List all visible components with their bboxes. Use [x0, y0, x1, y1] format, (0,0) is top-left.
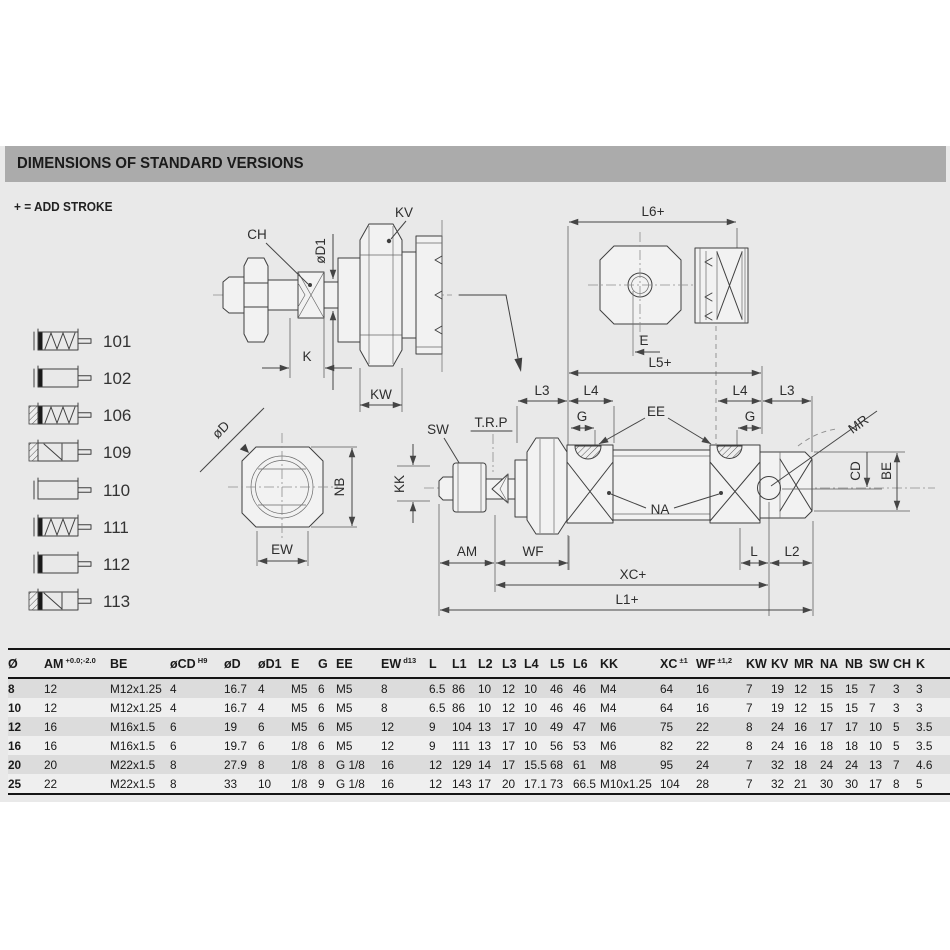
table-cell: 16: [381, 757, 395, 772]
table-cell: 12: [8, 719, 22, 734]
table-cell: 16: [696, 681, 710, 696]
table-cell: 3: [916, 700, 923, 715]
table-cell: 6: [318, 681, 325, 696]
table-cell: G 1/8: [336, 757, 365, 772]
double-acting-cylinder-icon: [34, 552, 91, 573]
table-cell: 17: [502, 738, 516, 753]
column-header-l2: L2: [478, 649, 502, 678]
table-cell: 10: [478, 700, 492, 715]
table-cell: 24: [696, 757, 710, 772]
table-row: [8, 717, 950, 736]
dim-label-mr: MR: [845, 412, 872, 437]
table-cell: 9: [429, 738, 436, 753]
table-cell: 21: [794, 774, 820, 794]
table-cell: 5: [893, 719, 900, 734]
table-cell: 47: [573, 719, 587, 734]
table-cell: M5: [336, 719, 353, 734]
table-cell: 12: [502, 681, 516, 696]
dim-label-be: BE: [879, 461, 894, 481]
column-header-l5: L5: [550, 649, 573, 678]
table-cell: 3: [893, 700, 900, 715]
table-cell: 24: [771, 719, 785, 734]
legend-code: 106: [103, 406, 132, 425]
column-header-ø: Ø: [8, 649, 44, 678]
table-cell: 19: [224, 719, 238, 734]
table-cell: 24: [771, 738, 785, 753]
column-header-na: NA: [820, 649, 845, 678]
table-cell: 12: [429, 757, 443, 772]
table-cell: 4: [170, 681, 177, 696]
table-cell: 3.5: [916, 738, 933, 753]
table-cell: 143: [452, 774, 478, 794]
dim-label-l1: L1+: [615, 592, 639, 607]
column-header-kv: KV: [771, 649, 794, 678]
spring-return-through-rod-cylinder-icon: [29, 403, 91, 424]
table-cell: 22: [696, 738, 710, 753]
column-header-kk: KK: [600, 649, 660, 678]
table-cell: 64: [660, 700, 674, 715]
table-cell: 16: [8, 738, 22, 753]
table-cell: M5: [336, 681, 353, 696]
plain-cylinder-icon: [34, 478, 91, 499]
single-acting-cylinder-icon: [29, 440, 91, 461]
dim-label-l3: L3: [534, 383, 550, 398]
table-cell: 1/8: [291, 774, 318, 794]
single-acting-cylinder-icon: [29, 589, 91, 610]
column-header-l4: L4: [524, 649, 550, 678]
table-cell: M5: [291, 719, 308, 734]
table-cell: 17: [502, 719, 516, 734]
table-cell: 8: [258, 757, 265, 772]
table-cell: 6: [170, 738, 177, 753]
dim-label-wf: WF: [522, 544, 544, 559]
table-cell: 46: [550, 681, 564, 696]
table-cell: 12: [44, 700, 58, 715]
dim-label-l2: L2: [784, 544, 800, 559]
legend-code: 112: [103, 555, 131, 574]
table-cell: 17: [820, 719, 834, 734]
dim-label-l: L: [750, 544, 758, 559]
table-cell: 22: [44, 774, 110, 794]
table-cell: 8: [746, 719, 753, 734]
table-cell: 3: [893, 681, 900, 696]
table-cell: 17.1: [524, 774, 550, 794]
column-header-e: E: [291, 649, 318, 678]
column-header-be: BE: [110, 649, 170, 678]
table-cell: 8: [170, 774, 224, 794]
table-cell: 1/8: [291, 757, 308, 772]
table-cell: 61: [573, 757, 587, 772]
table-cell: 12: [381, 719, 395, 734]
dim-label-g: G: [576, 409, 588, 424]
table-cell: 10: [524, 719, 538, 734]
column-header-ød1: øD1: [258, 649, 291, 678]
table-cell: 82: [660, 738, 674, 753]
table-cell: 86: [452, 681, 466, 696]
dim-label-cd: CD: [848, 461, 863, 481]
table-cell: 3.5: [916, 719, 933, 734]
table-cell: 22: [696, 719, 710, 734]
table-cell: 7: [746, 700, 753, 715]
table-cell: M8: [600, 757, 617, 772]
table-cell: 25: [8, 774, 44, 794]
dim-label-xc: XC+: [619, 567, 647, 582]
table-cell: 30: [845, 774, 869, 794]
table-cell: 5: [916, 774, 950, 794]
table-cell: 64: [660, 681, 674, 696]
table-cell: 68: [550, 757, 564, 772]
table-cell: 16: [794, 719, 808, 734]
table-cell: M10x1.25: [600, 774, 660, 794]
table-cell: 24: [845, 757, 859, 772]
column-header-xc: XC $^{\pm 1}$: [660, 649, 696, 678]
table-cell: 33: [224, 774, 258, 794]
table-cell: M5: [336, 700, 353, 715]
table-cell: 18: [794, 757, 808, 772]
table-cell: 17: [502, 757, 516, 772]
table-cell: 10: [524, 681, 538, 696]
table-cell: 7: [746, 774, 771, 794]
table-cell: 4: [170, 700, 177, 715]
table-cell: 5: [893, 738, 900, 753]
table-cell: 49: [550, 719, 564, 734]
table-cell: 18: [820, 738, 834, 753]
dim-label-ee: EE: [646, 404, 666, 419]
table-cell: 6: [318, 700, 325, 715]
dim-label-kw: KW: [370, 387, 392, 402]
table-cell: 15.5: [524, 757, 547, 772]
table-cell: M12x1.25: [110, 700, 162, 715]
dim-label-trp: T.R.P: [474, 415, 508, 430]
table-cell: 104: [452, 719, 472, 734]
table-cell: M4: [600, 681, 617, 696]
table-cell: M12x1.25: [110, 681, 162, 696]
table-cell: 4: [258, 700, 265, 715]
column-header-ch: CH: [893, 649, 916, 678]
dim-label-kk: KK: [392, 474, 407, 494]
dim-label-l5: L5+: [648, 355, 672, 370]
table-cell: 24: [820, 757, 834, 772]
table-cell: 7: [893, 757, 900, 772]
table-cell: G 1/8: [336, 774, 381, 794]
table-cell: 10: [524, 738, 538, 753]
table-cell: 15: [820, 681, 834, 696]
table-cell: M4: [600, 700, 617, 715]
table-cell: 13: [869, 757, 883, 772]
column-header-ew: EW $^{d13}$: [381, 649, 429, 678]
table-cell: 32: [771, 757, 785, 772]
table-cell: 18: [845, 738, 859, 753]
table-cell: 10: [524, 700, 538, 715]
table-cell: 20: [44, 757, 58, 772]
table-cell: 8: [8, 681, 15, 696]
dim-label-od: øD: [209, 418, 233, 442]
table-cell: 10: [869, 738, 883, 753]
table-cell: 56: [550, 738, 564, 753]
table-cell: 111: [452, 738, 470, 753]
table-cell: 46: [550, 700, 564, 715]
table-cell: 12: [794, 681, 808, 696]
table-cell: 4: [258, 681, 265, 696]
cylinder-type-legend: [29, 329, 131, 611]
legend-code: 110: [103, 481, 131, 500]
table-cell: 12: [44, 681, 58, 696]
column-header-l1: L1: [452, 649, 478, 678]
table-cell: 13: [478, 738, 492, 753]
table-cell: 12: [502, 700, 516, 715]
detail-pointer-arrow: [459, 295, 518, 358]
table-cell: 6.5: [429, 700, 446, 715]
table-cell: 53: [573, 738, 587, 753]
table-cell: 16: [381, 774, 429, 794]
table-cell: 14: [478, 757, 492, 772]
table-row: [8, 774, 950, 794]
table-cell: 8: [746, 738, 753, 753]
table-cell: 13: [478, 719, 492, 734]
table-cell: 20: [8, 757, 22, 772]
table-cell: 73: [550, 774, 573, 794]
dim-label-ch: CH: [247, 227, 267, 242]
legend-code: 109: [103, 443, 132, 462]
dim-label-sw: SW: [427, 422, 449, 437]
dim-label-e: E: [639, 333, 649, 348]
table-cell: 46: [573, 681, 587, 696]
table-cell: 10: [8, 700, 22, 715]
table-cell: 10: [869, 719, 883, 734]
table-cell: 8: [381, 700, 388, 715]
table-cell: 8: [893, 774, 916, 794]
table-cell: 20: [502, 774, 524, 794]
column-header-mr: MR: [794, 649, 820, 678]
legend-code: 113: [103, 592, 131, 611]
rod-end-detail-drawing: [213, 205, 522, 412]
table-cell: M16x1.5: [110, 738, 156, 753]
table-cell: 16: [794, 738, 808, 753]
table-cell: 28: [696, 774, 746, 794]
table-cell: 4.6: [916, 757, 933, 772]
main-cylinder-drawing: [392, 383, 935, 616]
table-cell: 19: [771, 700, 785, 715]
table-cell: 6: [258, 738, 265, 753]
dim-label-l3: L3: [779, 383, 795, 398]
table-cell: 32: [771, 774, 794, 794]
table-cell: 15: [820, 700, 834, 715]
table-cell: 7: [746, 757, 753, 772]
table-cell: 17: [478, 774, 502, 794]
dim-label-l4: L4: [732, 383, 748, 398]
table-row: [8, 736, 950, 755]
table-cell: 10: [258, 774, 291, 794]
table-header-row: [8, 649, 950, 678]
dim-label-na: NA: [650, 502, 670, 517]
column-header-øcd: øCD $^{H9}$: [170, 649, 224, 678]
table-cell: 129: [452, 757, 472, 772]
table-cell: M5: [291, 681, 308, 696]
table-cell: 86: [452, 700, 466, 715]
table-row: [8, 698, 950, 717]
column-header-sw: SW: [869, 649, 893, 678]
table-cell: 17: [845, 719, 859, 734]
table-cell: 3: [916, 681, 923, 696]
table-cell: 9: [429, 719, 436, 734]
table-cell: M22x1.5: [110, 757, 156, 772]
table-cell: 6.5: [429, 681, 446, 696]
table-cell: 9: [318, 774, 336, 794]
column-header-kw: KW: [746, 649, 771, 678]
table-cell: 16.7: [224, 681, 247, 696]
spring-return-cylinder-icon: [34, 515, 91, 536]
table-cell: 16: [44, 738, 58, 753]
table-cell: 12: [429, 774, 452, 794]
table-cell: 8: [318, 757, 325, 772]
table-cell: 19: [771, 681, 785, 696]
column-header-wf: WF $^{\pm 1,2}$: [696, 649, 746, 678]
column-header-l6: L6: [573, 649, 600, 678]
column-header-g: G: [318, 649, 336, 678]
table-cell: 30: [820, 774, 845, 794]
table-row: [8, 755, 950, 774]
dim-label-g: G: [744, 409, 756, 424]
legend-code: 111: [103, 518, 129, 537]
table-cell: 8: [381, 681, 388, 696]
table-cell: 46: [573, 700, 587, 715]
table-cell: 66.5: [573, 774, 600, 794]
table-cell: M16x1.5: [110, 719, 156, 734]
dim-label-kv: KV: [394, 205, 414, 220]
legend-code: 102: [103, 369, 132, 388]
table-cell: 16.7: [224, 700, 247, 715]
table-cell: 104: [660, 774, 696, 794]
table-cell: M6: [600, 738, 617, 753]
dim-label-l4: L4: [583, 383, 599, 398]
column-header-ee: EE: [336, 649, 381, 678]
table-cell: 95: [660, 757, 674, 772]
table-cell: 12: [794, 700, 808, 715]
table-cell: 75: [660, 719, 674, 734]
table-cell: M22x1.5: [110, 774, 170, 794]
dim-label-k: K: [302, 349, 312, 364]
table-cell: 8: [170, 757, 177, 772]
table-cell: 1/8: [291, 738, 308, 753]
add-stroke-note: + = ADD STROKE: [14, 200, 113, 214]
column-header-am: AM $^{+0.0;-2.0}$: [44, 649, 110, 678]
dim-label-am: AM: [456, 544, 478, 559]
table-cell: 12: [381, 738, 395, 753]
table-cell: 16: [696, 700, 710, 715]
table-cell: 7: [869, 681, 876, 696]
legend-code: 101: [103, 332, 132, 351]
column-header-nb: NB: [845, 649, 869, 678]
page-title: DIMENSIONS OF STANDARD VERSIONS: [17, 155, 304, 172]
table-cell: M5: [291, 700, 308, 715]
table-cell: 10: [478, 681, 492, 696]
dim-label-l6: L6+: [641, 204, 665, 219]
table-cell: 16: [44, 719, 58, 734]
section-title-bar: [5, 146, 946, 182]
table-cell: 6: [170, 719, 177, 734]
column-header-ød: øD: [224, 649, 258, 678]
spring-return-cylinder-icon: [34, 329, 91, 350]
table-cell: M5: [336, 738, 353, 753]
table-cell: 17: [869, 774, 893, 794]
dim-label-nb: NB: [332, 477, 347, 497]
table-row: [8, 678, 950, 698]
table-cell: 7: [869, 700, 876, 715]
dim-label-ew: EW: [271, 542, 293, 557]
table-cell: 6: [258, 719, 265, 734]
column-header-k: K: [916, 649, 950, 678]
column-header-l: L: [429, 649, 452, 678]
table-cell: 6: [318, 738, 325, 753]
table-cell: 19.7: [224, 738, 247, 753]
double-acting-cylinder-icon: [34, 366, 91, 387]
table-cell: 15: [845, 700, 859, 715]
table-cell: M6: [600, 719, 617, 734]
dim-label-od1: øD1: [313, 238, 328, 264]
table-cell: 7: [746, 681, 753, 696]
column-header-l3: L3: [502, 649, 524, 678]
table-cell: 6: [318, 719, 325, 734]
dimensions-table: [0, 648, 950, 795]
table-cell: 27.9: [224, 757, 247, 772]
cylinder-front-view: [200, 408, 357, 566]
technical-drawing: [0, 182, 950, 648]
table-cell: 15: [845, 681, 859, 696]
